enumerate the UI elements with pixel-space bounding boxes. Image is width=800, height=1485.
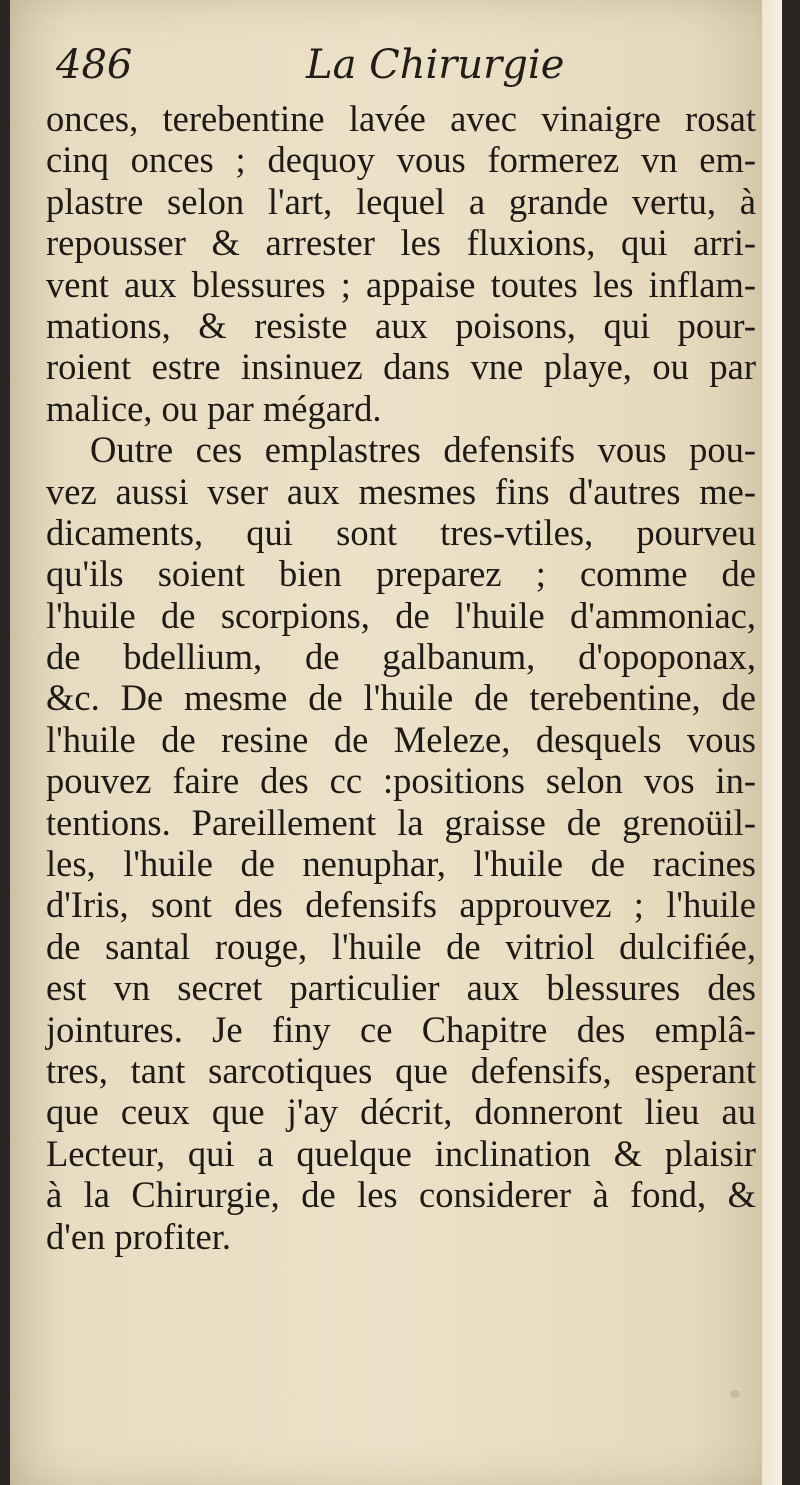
body-text [46, 98, 756, 1257]
text-line: d'Iris, sont des defensifs approuvez ; l'huile [46, 884, 756, 926]
text-line: à la Chirurgie, de les considerer à fond, & [46, 1174, 756, 1216]
text-line: tentions. Pareillement la graisse de grenoüil- [46, 801, 756, 843]
text-line: l'huile de resine de Meleze, desquels vous [46, 718, 756, 760]
text-line: de bdellium, de galbanum, d'opoponax, [46, 636, 756, 678]
text-line: repousser & arrester les fluxions, qui arri- [46, 222, 756, 264]
text-line: vent aux blessures ; appaise toutes les inflam- [46, 263, 756, 305]
text-line: Lecteur, qui a quelque inclination & plaisir [46, 1132, 756, 1174]
text-line: pouvez faire des cc :positions selon vos in- [46, 760, 756, 802]
foxing-spot [730, 1390, 740, 1398]
text-line: onces, terebentine lavée avec vinaigre rosat [46, 98, 756, 139]
text-line: de santal rouge, l'huile de vitriol dulcifiée, [46, 925, 756, 967]
text-line: vez aussi vser aux mesmes fins d'autres me- [46, 470, 756, 512]
text-line: &c. De mesme de l'huile de terebentine, de [46, 677, 756, 719]
running-head: La Chirurgie [306, 42, 565, 88]
text-line: plastre selon l'art, lequel a grande vertu, à [46, 180, 756, 222]
text-line: tres, tant sarcotiques que defensifs, esperant [46, 1049, 756, 1091]
page-edge [762, 0, 782, 1485]
text-line: dicaments, qui sont tres-vtiles, pourveu [46, 511, 756, 553]
text-line: est vn secret particulier aux blessures des [46, 967, 756, 1009]
text-line: cinq onces ; dequoy vous formerez vn em- [46, 139, 756, 181]
page-number: 486 [56, 42, 133, 88]
text-line: roient estre insinuez dans vne playe, ou par [46, 346, 756, 388]
text-line: que ceux que j'ay décrit, donneront lieu au [46, 1091, 756, 1133]
text-line: les, l'huile de nenuphar, l'huile de racines [46, 843, 756, 885]
text-line: malice, ou par mégard. [46, 387, 382, 429]
text-line: qu'ils soient bien preparez ; comme de [46, 553, 756, 595]
paragraph-start-line: Outre ces emplastres defensifs vous pou- [90, 429, 756, 471]
text-line: jointures. Je finy ce Chapitre des emplâ- [46, 1008, 756, 1050]
page-header [56, 42, 756, 102]
text-line: l'huile de scorpions, de l'huile d'ammoniac, [46, 594, 756, 636]
text-line: mations, & resiste aux poisons, qui pour- [46, 304, 756, 346]
text-line: d'en profiter. [46, 1215, 231, 1257]
